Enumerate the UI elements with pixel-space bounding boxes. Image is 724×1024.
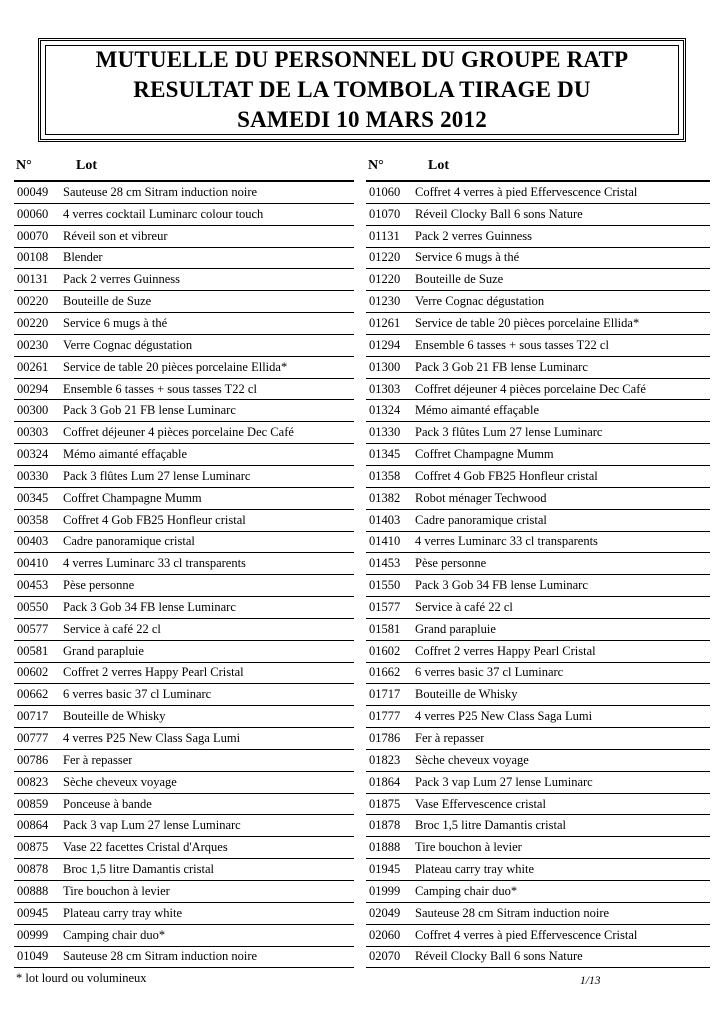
prize-label: Verre Cognac dégustation — [415, 294, 545, 309]
prize-label: Vase Effervescence cristal — [415, 796, 546, 811]
ticket-number: 00550 — [17, 599, 49, 614]
table-row — [366, 947, 710, 969]
prize-label: Tire bouchon à levier — [63, 883, 170, 898]
prize-label: Ponceuse à bande — [63, 796, 152, 811]
table-row — [366, 444, 710, 466]
table-row — [14, 597, 354, 619]
prize-label: Service à café 22 cl — [63, 621, 161, 636]
table-row — [366, 619, 710, 641]
table-row — [366, 881, 710, 903]
prize-label: Cadre panoramique cristal — [415, 512, 547, 527]
prize-label: Sauteuse 28 cm Sitram induction noire — [63, 184, 258, 199]
footnote: * lot lourd ou volumineux — [16, 971, 147, 985]
ticket-number: 00230 — [17, 337, 49, 352]
ticket-number: 00717 — [17, 709, 49, 724]
prize-label: Mémo aimanté effaçable — [415, 403, 540, 418]
ticket-number: 01261 — [369, 315, 401, 330]
prize-label: Sèche cheveux voyage — [63, 774, 177, 789]
ticket-number: 00403 — [17, 534, 49, 549]
prize-label: Service 6 mugs à thé — [415, 250, 520, 265]
ticket-number: 01358 — [369, 468, 401, 483]
ticket-number: 00999 — [17, 927, 49, 942]
ticket-number: 00878 — [17, 862, 49, 877]
ticket-number: 00345 — [17, 490, 49, 505]
table-row — [14, 379, 354, 401]
table-row — [366, 335, 710, 357]
ticket-number: 02070 — [369, 949, 401, 964]
table-row — [366, 794, 710, 816]
ticket-number: 01294 — [369, 337, 401, 352]
table-row — [366, 837, 710, 859]
table-row — [14, 313, 354, 335]
prize-label: Plateau carry tray white — [63, 905, 183, 920]
prize-label: Tire bouchon à levier — [415, 840, 522, 855]
prize-label: Ensemble 6 tasses + sous tasses T22 cl — [415, 337, 609, 352]
ticket-number: 01070 — [369, 206, 401, 221]
table-row — [14, 466, 354, 488]
table-row — [366, 226, 710, 248]
ticket-number: 00945 — [17, 905, 49, 920]
prize-label: Coffret 2 verres Happy Pearl Cristal — [63, 665, 244, 680]
prize-label: Bouteille de Suze — [415, 272, 504, 287]
prize-label: Sauteuse 28 cm Sitram induction noire — [63, 949, 258, 964]
ticket-number: 02049 — [369, 905, 401, 920]
prize-label: Réveil Clocky Ball 6 sons Nature — [415, 949, 583, 964]
left-rows — [14, 182, 354, 968]
table-row — [14, 663, 354, 685]
ticket-number: 01403 — [369, 512, 401, 527]
prize-label: Coffret 4 Gob FB25 Honfleur cristal — [63, 512, 246, 527]
table-row — [366, 903, 710, 925]
prize-label: Pack 2 verres Guinness — [415, 228, 532, 243]
ticket-number: 00888 — [17, 883, 49, 898]
page-number: 1/13 — [580, 975, 601, 987]
table-row — [366, 182, 710, 204]
ticket-number: 01777 — [369, 709, 401, 724]
ticket-number: 01945 — [369, 862, 401, 877]
table-row — [14, 226, 354, 248]
table-row — [14, 400, 354, 422]
table-row — [14, 575, 354, 597]
ticket-number: 00410 — [17, 556, 49, 571]
prize-label: Coffret Champagne Mumm — [63, 490, 202, 505]
table-row — [366, 466, 710, 488]
table-row — [14, 641, 354, 663]
table-row — [366, 750, 710, 772]
table-row — [366, 204, 710, 226]
ticket-number: 01823 — [369, 752, 401, 767]
ticket-number: 01220 — [369, 250, 401, 265]
table-row — [366, 663, 710, 685]
prize-label: Pack 2 verres Guinness — [63, 272, 180, 287]
prize-label: 6 verres basic 37 cl Luminarc — [415, 665, 564, 680]
table-row — [14, 772, 354, 794]
table-row — [14, 269, 354, 291]
ticket-number: 00581 — [17, 643, 49, 658]
prize-label: Vase 22 facettes Cristal d'Arques — [63, 840, 228, 855]
prize-label: Pack 3 Gob 34 FB lense Luminarc — [415, 578, 588, 593]
prize-label: Camping chair duo* — [415, 883, 518, 898]
title-line-3: SAMEDI 10 MARS 2012 — [237, 107, 487, 132]
ticket-number: 00875 — [17, 840, 49, 855]
ticket-number: 01230 — [369, 294, 401, 309]
table-row — [14, 553, 354, 575]
ticket-number: 01602 — [369, 643, 401, 658]
table-row — [14, 182, 354, 204]
prize-label: Plateau carry tray white — [415, 862, 535, 877]
prize-label: Pack 3 vap Lum 27 lense Luminarc — [415, 774, 593, 789]
ticket-number: 02060 — [369, 927, 401, 942]
table-row — [14, 357, 354, 379]
prize-label: Sauteuse 28 cm Sitram induction noire — [415, 905, 610, 920]
ticket-number: 01577 — [369, 599, 401, 614]
table-row — [366, 313, 710, 335]
ticket-number: 01220 — [369, 272, 401, 287]
ticket-number: 00070 — [17, 228, 49, 243]
prize-label: Sèche cheveux voyage — [415, 752, 529, 767]
prize-label: Camping chair duo* — [63, 927, 166, 942]
table-row — [366, 510, 710, 532]
prize-label: Bouteille de Whisky — [63, 709, 166, 724]
prize-label: Pack 3 Gob 21 FB lense Luminarc — [415, 359, 588, 374]
prize-label: Pack 3 Gob 34 FB lense Luminarc — [63, 599, 236, 614]
ticket-number: 01864 — [369, 774, 401, 789]
ticket-number: 01453 — [369, 556, 401, 571]
left-column-table — [14, 152, 354, 968]
prize-label: Pèse personne — [415, 556, 487, 571]
prize-label: 4 verres P25 New Class Saga Lumi — [63, 731, 241, 746]
ticket-number: 00131 — [17, 272, 49, 287]
header-lot: Lot — [76, 158, 97, 173]
ticket-number: 01060 — [369, 184, 401, 199]
table-row — [14, 750, 354, 772]
ticket-number: 01049 — [17, 949, 49, 964]
ticket-number: 01662 — [369, 665, 401, 680]
table-row — [366, 553, 710, 575]
table-row — [14, 684, 354, 706]
ticket-number: 00220 — [17, 315, 49, 330]
ticket-number: 00220 — [17, 294, 49, 309]
table-row — [366, 684, 710, 706]
prize-label: Bouteille de Suze — [63, 294, 152, 309]
table-row — [366, 925, 710, 947]
prize-label: Coffret déjeuner 4 pièces porcelaine Dec Café — [63, 425, 294, 440]
table-row — [14, 728, 354, 750]
prize-label: Verre Cognac dégustation — [63, 337, 193, 352]
ticket-number: 01300 — [369, 359, 401, 374]
prize-label: Blender — [63, 250, 103, 265]
prize-label: Service de table 20 pièces porcelaine Ellida* — [415, 315, 640, 330]
right-rows — [366, 182, 710, 968]
header-number: N° — [368, 158, 384, 173]
prize-label: Pèse personne — [63, 578, 135, 593]
ticket-number: 00303 — [17, 425, 49, 440]
table-row — [14, 815, 354, 837]
ticket-number: 01999 — [369, 883, 401, 898]
ticket-number: 00859 — [17, 796, 49, 811]
prize-label: Coffret déjeuner 4 pièces porcelaine Dec Café — [415, 381, 646, 396]
table-row — [14, 248, 354, 270]
prize-label: Pack 3 flûtes Lum 27 lense Luminarc — [415, 425, 603, 440]
prize-label: Grand parapluie — [63, 643, 144, 658]
title-box — [38, 38, 686, 142]
ticket-number: 00324 — [17, 447, 49, 462]
prize-label: Coffret 4 verres à pied Effervescence Cristal — [415, 184, 638, 199]
prize-label: Broc 1,5 litre Damantis cristal — [415, 818, 567, 833]
ticket-number: 01888 — [369, 840, 401, 855]
table-row — [14, 881, 354, 903]
prize-label: Fer à repasser — [415, 731, 485, 746]
ticket-number: 01875 — [369, 796, 401, 811]
prize-label: Robot ménager Techwood — [415, 490, 547, 505]
table-row — [14, 291, 354, 313]
table-row — [14, 859, 354, 881]
prize-label: Réveil Clocky Ball 6 sons Nature — [415, 206, 583, 221]
prize-label: Coffret 2 verres Happy Pearl Cristal — [415, 643, 596, 658]
table-row — [14, 903, 354, 925]
table-row — [366, 269, 710, 291]
prize-label: Broc 1,5 litre Damantis cristal — [63, 862, 215, 877]
title-frame — [45, 45, 679, 135]
table-row — [14, 706, 354, 728]
ticket-number: 00049 — [17, 184, 49, 199]
table-row — [14, 619, 354, 641]
ticket-number: 01345 — [369, 447, 401, 462]
title-line-2: RESULTAT DE LA TOMBOLA TIRAGE DU — [133, 77, 591, 102]
table-row — [14, 794, 354, 816]
table-row — [366, 291, 710, 313]
ticket-number: 01717 — [369, 687, 401, 702]
ticket-number: 01410 — [369, 534, 401, 549]
prize-label: Service de table 20 pièces porcelaine Ellida* — [63, 359, 288, 374]
prize-label: Coffret 4 Gob FB25 Honfleur cristal — [415, 468, 598, 483]
header-number: N° — [16, 158, 32, 173]
table-header — [14, 152, 354, 182]
table-row — [366, 597, 710, 619]
prize-label: 4 verres cocktail Luminarc colour touch — [63, 206, 264, 221]
right-column-table — [366, 152, 710, 968]
ticket-number: 00786 — [17, 752, 49, 767]
table-row — [366, 400, 710, 422]
ticket-number: 01131 — [369, 228, 400, 243]
ticket-number: 01303 — [369, 381, 401, 396]
prize-label: Grand parapluie — [415, 621, 496, 636]
ticket-number: 00453 — [17, 578, 49, 593]
table-row — [366, 422, 710, 444]
table-row — [366, 772, 710, 794]
table-row — [366, 728, 710, 750]
table-row — [14, 947, 354, 969]
table-row — [366, 248, 710, 270]
ticket-number: 00602 — [17, 665, 49, 680]
ticket-number: 01330 — [369, 425, 401, 440]
prize-label: 4 verres P25 New Class Saga Lumi — [415, 709, 593, 724]
prize-label: Pack 3 vap Lum 27 lense Luminarc — [63, 818, 241, 833]
ticket-number: 00358 — [17, 512, 49, 527]
table-row — [14, 925, 354, 947]
prize-label: Mémo aimanté effaçable — [63, 447, 188, 462]
title-line-1: MUTUELLE DU PERSONNEL DU GROUPE RATP — [95, 47, 629, 72]
prize-label: Fer à repasser — [63, 752, 133, 767]
ticket-number: 01786 — [369, 731, 401, 746]
ticket-number: 00108 — [17, 250, 49, 265]
table-header — [366, 152, 710, 182]
table-row — [366, 488, 710, 510]
prize-label: 4 verres Luminarc 33 cl transparents — [415, 534, 598, 549]
ticket-number: 01581 — [369, 621, 401, 636]
ticket-number: 01382 — [369, 490, 401, 505]
ticket-number: 00864 — [17, 818, 49, 833]
ticket-number: 00662 — [17, 687, 49, 702]
ticket-number: 00294 — [17, 381, 49, 396]
ticket-number: 00300 — [17, 403, 49, 418]
table-row — [14, 510, 354, 532]
ticket-number: 00777 — [17, 731, 49, 746]
ticket-number: 00577 — [17, 621, 49, 636]
table-row — [14, 488, 354, 510]
ticket-number: 00330 — [17, 468, 49, 483]
prize-label: 4 verres Luminarc 33 cl transparents — [63, 556, 246, 571]
table-row — [366, 859, 710, 881]
prize-label: Cadre panoramique cristal — [63, 534, 195, 549]
prize-label: 6 verres basic 37 cl Luminarc — [63, 687, 212, 702]
prize-label: Réveil son et vibreur — [63, 228, 168, 243]
ticket-number: 00060 — [17, 206, 49, 221]
table-row — [14, 444, 354, 466]
table-row — [366, 532, 710, 554]
ticket-number: 01324 — [369, 403, 401, 418]
prize-label: Bouteille de Whisky — [415, 687, 518, 702]
table-row — [366, 379, 710, 401]
prize-label: Service à café 22 cl — [415, 599, 513, 614]
ticket-number: 01878 — [369, 818, 401, 833]
ticket-number: 01550 — [369, 578, 401, 593]
table-row — [14, 532, 354, 554]
table-row — [14, 837, 354, 859]
table-row — [366, 815, 710, 837]
prize-label: Pack 3 Gob 21 FB lense Luminarc — [63, 403, 236, 418]
table-row — [366, 706, 710, 728]
prize-label: Coffret 4 verres à pied Effervescence Cristal — [415, 927, 638, 942]
prize-label: Service 6 mugs à thé — [63, 315, 168, 330]
ticket-number: 00823 — [17, 774, 49, 789]
table-row — [14, 422, 354, 444]
ticket-number: 00261 — [17, 359, 49, 374]
prize-label: Pack 3 flûtes Lum 27 lense Luminarc — [63, 468, 251, 483]
prize-label: Ensemble 6 tasses + sous tasses T22 cl — [63, 381, 257, 396]
table-row — [14, 335, 354, 357]
table-row — [366, 357, 710, 379]
table-row — [366, 641, 710, 663]
header-lot: Lot — [428, 158, 449, 173]
prize-label: Coffret Champagne Mumm — [415, 447, 554, 462]
table-row — [366, 575, 710, 597]
table-row — [14, 204, 354, 226]
